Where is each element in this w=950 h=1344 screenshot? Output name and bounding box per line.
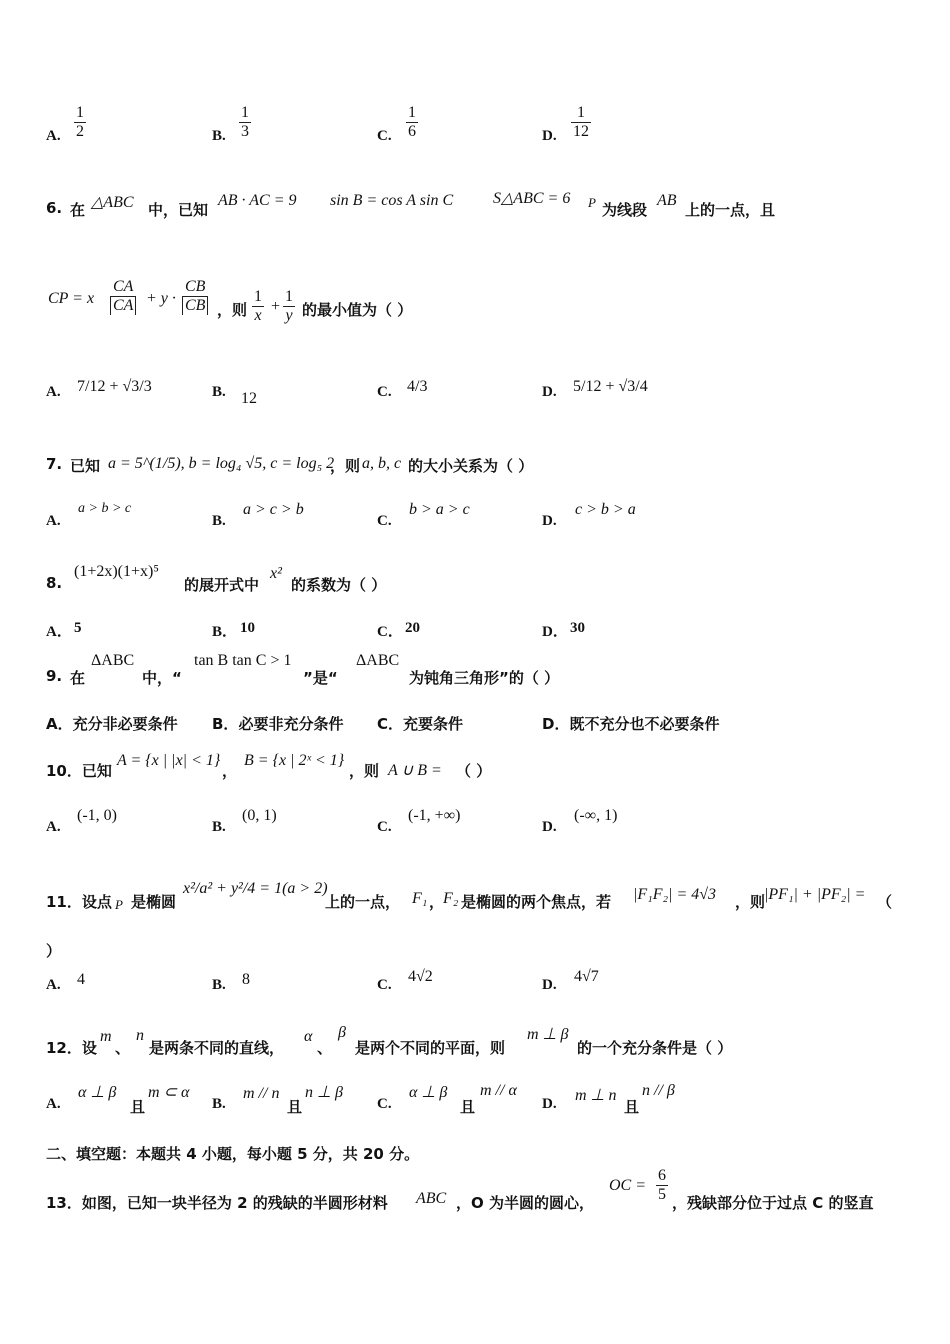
q11-paren-open: （ <box>877 893 893 911</box>
q8-text-end: 的系数为（ ） <box>291 576 387 594</box>
q10-option-d-label: D. <box>542 819 557 835</box>
q9-option-b: B．必要非充分条件 <box>212 715 344 733</box>
q10-text-end: （ ） <box>456 762 492 780</box>
q8-term: x² <box>270 565 282 582</box>
q12-option-d-and: 且 <box>624 1098 640 1116</box>
section-2-heading: 二、填空题：本题共 4 小题，每小题 5 分，共 20 分。 <box>46 1145 420 1163</box>
q7-expression: a = 5^(1/5), b = log₄ √5, c = log₅ 2 <box>108 455 335 472</box>
q11-sep: ， <box>429 893 445 911</box>
q13-oc-value: $\frac{6}{5}$ <box>658 1167 666 1203</box>
q9-text-end: 为钝角三角形”的（ ） <box>409 669 560 687</box>
q12-option-a-label: A. <box>46 1096 61 1112</box>
q10-set-b: B = {x | 2ˣ < 1} <box>244 752 345 769</box>
q12-dun-2: 、 <box>317 1039 333 1057</box>
q10-number: 10．已知 <box>46 762 112 780</box>
q10-comma: ， <box>222 762 238 780</box>
q6-option-d-value: 5/12 + √3/4 <box>573 378 648 395</box>
q8-number: 8. <box>46 574 63 592</box>
q5-option-d-value: $\frac{1}{12}$ <box>573 104 589 140</box>
q7-text-start: 已知 <box>70 457 101 475</box>
q6-unit-vector-ca: $\frac{CA}{CA}$ <box>110 278 136 315</box>
q6-sin-condition: sin B = cos A sin C <box>330 192 454 209</box>
q12-text-lines: 是两条不同的直线， <box>149 1039 285 1057</box>
q6-text-in: 在 <box>70 201 86 219</box>
q13-text-end: ，残缺部分位于过点 C 的竖直 <box>672 1194 874 1212</box>
q6-option-b-label: B. <box>212 384 226 400</box>
q5-option-c-value: $\frac{1}{6}$ <box>408 104 416 140</box>
q12-plane-alpha: α <box>304 1028 313 1045</box>
q11-option-b-value: 8 <box>242 971 250 988</box>
q11-text-point: 上的一点， <box>325 893 401 911</box>
q9-option-c: C．充要条件 <box>377 715 464 733</box>
q7-text-mid: ，则 <box>330 457 361 475</box>
q7-vars: a, b, c <box>362 455 402 472</box>
q7-option-a-label: A. <box>46 513 61 529</box>
q12-option-b-p1: m // n <box>243 1085 280 1102</box>
q5-option-d-label: D. <box>542 128 557 144</box>
q7-number: 7. <box>46 455 63 473</box>
q6-option-a-label: A. <box>46 384 61 400</box>
q8-option-b-value: 10 <box>240 620 255 636</box>
q8-text-mid: 的展开式中 <box>184 576 260 594</box>
q11-text-ellipse: 是椭圆 <box>131 893 177 911</box>
q6-one-over-x: $\frac{1}{x}$ <box>254 288 262 324</box>
q11-focus-2: F₂ <box>443 890 459 907</box>
q6-text-end: 上的一点，且 <box>685 201 776 219</box>
q6-one-over-y: $\frac{1}{y}$ <box>285 288 293 324</box>
q12-text-planes: 是两个不同的平面，则 <box>355 1039 506 1057</box>
q11-text-then: ，则 <box>735 893 766 911</box>
q6-segment-ab: AB <box>657 192 677 209</box>
q11-option-c-label: C. <box>377 977 392 993</box>
q12-option-b-label: B. <box>212 1096 226 1112</box>
q12-line-n: n <box>136 1027 144 1044</box>
q6-option-a-value: 7/12 + √3/3 <box>77 378 152 395</box>
q10-text-then: ，则 <box>349 762 380 780</box>
q9-number: 9. <box>46 667 63 685</box>
q9-triangle-2: ΔABC <box>356 652 400 669</box>
q9-text-in: 在 <box>70 669 86 687</box>
q13-text-center: ，O 为半圆的圆心， <box>456 1194 594 1212</box>
q6-text-mid: 中，已知 <box>148 201 209 219</box>
q12-option-c-label: C. <box>377 1096 392 1112</box>
q12-option-d-label: D. <box>542 1096 557 1112</box>
q11-focus-1: F₁ <box>412 890 428 907</box>
q8-option-c-label: C． <box>377 624 403 640</box>
q6-option-c-value: 4/3 <box>407 378 428 395</box>
q12-condition: m ⊥ β <box>527 1026 569 1043</box>
q11-option-d-value: 4√7 <box>574 968 599 985</box>
q7-option-d-label: D. <box>542 513 557 529</box>
q11-option-b-label: B. <box>212 977 226 993</box>
q8-option-d-value: 30 <box>570 620 585 636</box>
q10-union: A ∪ B = <box>388 762 442 779</box>
q6-plus: + <box>271 298 281 315</box>
q5-option-c-label: C. <box>377 128 392 144</box>
q7-option-c-value: b > a > c <box>409 501 470 518</box>
q12-dun-1: 、 <box>115 1039 131 1057</box>
q11-option-d-label: D. <box>542 977 557 993</box>
q12-option-c-and: 且 <box>460 1098 476 1116</box>
q6-option-d-label: D. <box>542 384 557 400</box>
q6-triangle: △ABC <box>91 194 134 211</box>
q12-option-d-p2: n // β <box>642 1082 675 1099</box>
q8-expression: (1+2x)(1+x)⁵ <box>74 563 159 580</box>
q10-option-b-label: B. <box>212 819 226 835</box>
q6-point-p: P <box>588 195 596 210</box>
q12-number: 12．设 <box>46 1039 97 1057</box>
q11-condition: |F₁F₂| = 4√3 <box>633 886 717 903</box>
q6-area-condition: S△ABC = 6 <box>493 190 571 207</box>
q8-option-a-value: 5 <box>74 620 82 636</box>
q8-option-b-label: B． <box>212 624 238 640</box>
q7-option-b-label: B. <box>212 513 226 529</box>
q5-option-b-value: $\frac{1}{3}$ <box>241 104 249 140</box>
q7-text-end: 的大小关系为（ ） <box>408 457 534 475</box>
q12-line-m: m <box>100 1028 112 1045</box>
q8-option-c-value: 20 <box>405 620 420 636</box>
q6-unit-vector-cb: $\frac{CB}{CB}$ <box>182 278 208 315</box>
q11-point-p: P <box>115 897 123 912</box>
q9-text-is: ”是“ <box>303 669 338 687</box>
q5-option-a-label: A. <box>46 128 61 144</box>
q8-option-a-label: A． <box>46 624 72 640</box>
q6-text-segment: 为线段 <box>602 201 648 219</box>
q7-option-c-label: C. <box>377 513 392 529</box>
q5-option-a-value: $\frac{1}{2}$ <box>76 104 84 140</box>
q11-text-foci: 是椭圆的两个焦点，若 <box>461 893 612 911</box>
q12-option-c-p1: α ⊥ β <box>409 1084 448 1101</box>
q11-option-c-value: 4√2 <box>408 968 433 985</box>
q10-option-c-label: C. <box>377 819 392 835</box>
q12-text-end: 的一个充分条件是（ ） <box>577 1039 733 1057</box>
q6-option-b-value: 12 <box>241 390 257 407</box>
q10-option-a-label: A. <box>46 819 61 835</box>
q11-option-a-label: A. <box>46 977 61 993</box>
q6-vector-condition: AB · AC = 9 <box>218 192 297 209</box>
q11-question: |PF₁| + |PF₂| = <box>764 886 866 903</box>
q7-option-d-value: c > b > a <box>575 501 636 518</box>
q5-option-b-label: B. <box>212 128 226 144</box>
q13-text-start: 13．如图，已知一块半径为 2 的残缺的半圆形材料 <box>46 1194 388 1212</box>
q12-option-d-p1: m ⊥ n <box>575 1087 617 1104</box>
q9-text-mid: 中，“ <box>142 669 182 687</box>
q7-option-b-value: a > c > b <box>243 501 304 518</box>
q10-option-b-value: (0, 1) <box>242 807 277 824</box>
q9-option-a: A．充分非必要条件 <box>46 715 178 733</box>
q13-abc: ABC <box>416 1190 447 1207</box>
q12-option-c-p2: m // α <box>480 1082 517 1099</box>
q11-paren-close: ） <box>46 942 62 960</box>
q9-condition: tan B tan C > 1 <box>194 652 292 669</box>
q8-option-d-label: D． <box>542 624 568 640</box>
q12-plane-beta: β <box>338 1024 346 1041</box>
q12-option-b-and: 且 <box>287 1098 303 1116</box>
q10-option-d-value: (-∞, 1) <box>574 807 618 824</box>
q10-option-c-value: (-1, +∞) <box>408 807 461 824</box>
q6-text-then: ，则 <box>217 301 248 319</box>
q9-triangle: ΔABC <box>91 652 135 669</box>
q10-set-a: A = {x | |x| < 1} <box>117 752 221 769</box>
q11-ellipse-equation: x²/a² + y²/4 = 1(a > 2) <box>183 880 328 897</box>
q12-option-b-p2: n ⊥ β <box>305 1084 343 1101</box>
q10-option-a-value: (-1, 0) <box>77 807 117 824</box>
q11-number: 11．设点 <box>46 893 112 911</box>
q6-option-c-label: C. <box>377 384 392 400</box>
q12-option-a-p2: m ⊂ α <box>148 1084 190 1101</box>
q6-text-min: 的最小值为（ ） <box>302 301 413 319</box>
q12-option-a-and: 且 <box>130 1098 146 1116</box>
q6-plus-y: + y · <box>146 290 176 307</box>
q13-oc: OC = <box>609 1177 647 1194</box>
q12-option-a-p1: α ⊥ β <box>78 1084 117 1101</box>
q6-cp-equation: CP = x <box>48 290 95 307</box>
q7-option-a-value: a > b > c <box>78 501 132 516</box>
q11-option-a-value: 4 <box>77 971 85 988</box>
q9-option-d: D．既不充分也不必要条件 <box>542 715 720 733</box>
q6-number: 6. <box>46 199 63 217</box>
